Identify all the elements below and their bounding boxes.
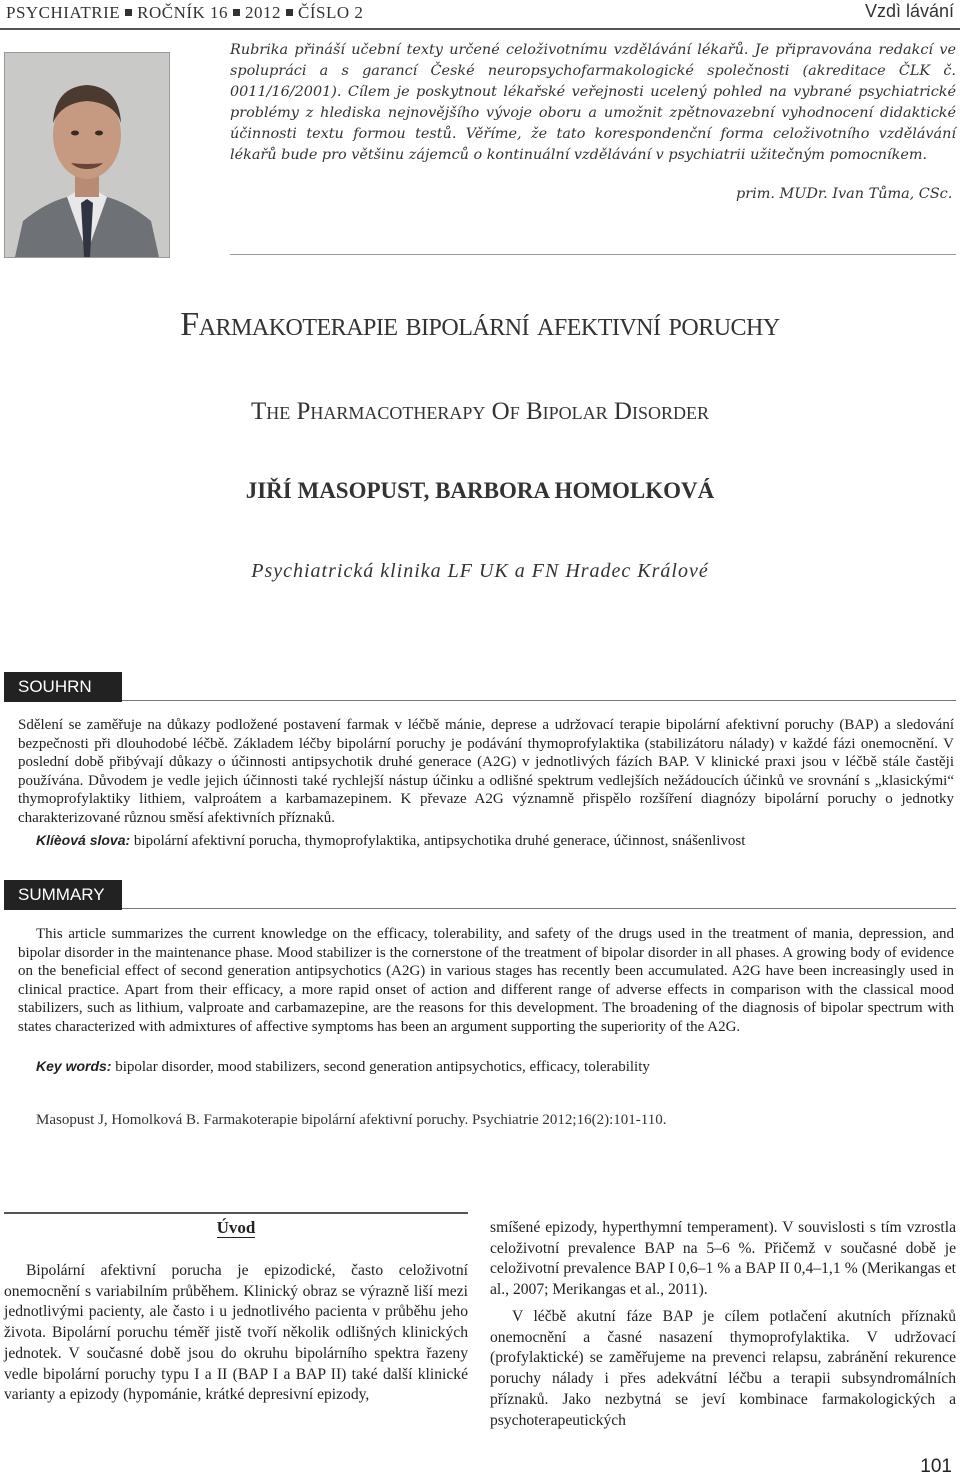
- intro-heading: [4, 1218, 468, 1238]
- souhrn-divider: [122, 700, 956, 701]
- article-citation: Masopust J, Homolková B. Farmakoterapie bipolární afektivní poruchy. Psychiatrie 2012;16(2):101-110.: [36, 1112, 667, 1128]
- souhrn-keywords-list: bipolární afektivní porucha, thymoprofylaktika, antipsychotika druhé generace, účinnost, snášenlivost: [133, 833, 746, 849]
- column-divider: [4, 1212, 468, 1214]
- article-affiliation: Psychiatrická klinika LF UK a FN Hradec Králové: [251, 560, 709, 582]
- summary-divider: [122, 908, 956, 909]
- summary-label: SUMMARY: [4, 880, 122, 910]
- editorial-divider: [230, 254, 956, 255]
- summary-text: This article summarizes the current knowledge on the efficacy, tolerability, and safety of the drugs used in the treatment of mania, depression, and bipolar disorder in the maintenance phase. Mood stabilizer is the cornerstone of the treatment of bipolar disorder in all phases. A growing body of evidence on the beneficial effect of second generation antipsychotics (A2G) in various stages has recently been accumulated. A2G have been increasingly used in clinical practice. Apart from their efficacy, a more rapid onset of action and different range of adverse effects in comparison with the classical mood stabilizers, such as lithium, valproate and carbamazepine, are the reasons for this development. The broadening of the diagnosis of bipolar spectrum with states characterized with admixtures of affective symptoms has been an argument supporting the superiority of the A2G.: [18, 926, 954, 1035]
- intro-heading-text: Úvod: [216, 1218, 256, 1237]
- souhrn-text: Sdělení se zaměřuje na důkazy podložené postavení farmak v léčbě mánie, deprese a udržovací terapie bipolární afektivní poruchy (BAP) a sledování bezpečnosti při dlouhodobé léčbě. Základem léčby bipolární poruchy je podávání thymoprofylaktika (stabilizátoru nálady) v každé fázi onemocnění. V poslední době přibývají důkazy o účinnosti antipsychotik druhé generace (A2G) v jednotlivých fázích BAP. V klinické praxi jsou v léčbě stále častěji používána. Důvodem je vedle jejich účinnosti také rychlejší nástup účinku a odlišné spektrum vedlejších nežádoucích účinků ve srovnání s „klasickými“ thymoprofylaktiky lithiem, valproátem a karbamazepinem. K převaze A2G významně přispělo rozšíření diagnózy bipolární poruchy o jednotky charakterizované různou směsí afektivních příznaků.: [18, 717, 954, 826]
- summary-keywords-list: bipolar disorder, mood stabilizers, second generation antipsychotics, efficacy, tolerability: [115, 1059, 650, 1075]
- summary-keywords: [36, 1057, 954, 1076]
- editorial-text: Rubrika přináší učební texty určené celoživotnímu vzdělávání lékařů. Je připravována redakcí ve spolupráci a s garancí České neuropsychofarmakologické společnosti (akreditace ČLK č. 0011/16/2001). Cílem je poskytnout lékařské veřejnosti ucelený pohled na vybrané psychiatrické problémy z hlediska nejnovějšího vývoje oboru a umožnit zpětnovazební vyhodnocení didaktické účinnosti textu formou testů. Věříme, že tato korespondenční forma celoživotního vzdělávání lékařů bude pro většinu zájemců o kontinuální vzdělávání v psychiatrii užitečným pomocníkem.: [230, 42, 956, 163]
- summary-keywords-label: Key words:: [36, 1058, 112, 1074]
- issue: ČÍSLO 2: [298, 3, 364, 22]
- square-bullet-icon: [286, 9, 293, 16]
- souhrn-keywords-label: Klíèová slova:: [36, 832, 131, 848]
- portrait-illustration: [5, 53, 169, 257]
- body-paragraph-right-1: smíšené epizody, hyperthymní temperament). V souvislosti s tím vzrostla celoživotní prevalence BAP na 5–6 %. Přičemž v současné době je celoživotní prevalence BAP I 0,6–1 % a BAP II 0,4–1,1 % (Merikangas et al., 2007; Merikangas et al., 2011).: [490, 1219, 956, 1299]
- journal-header: [6, 3, 363, 23]
- year: 2012: [245, 3, 282, 22]
- volume: ROČNÍK 16: [137, 3, 229, 22]
- header-divider: [0, 28, 960, 30]
- running-header: [0, 0, 960, 30]
- journal-name: PSYCHIATRIE: [6, 3, 121, 22]
- article-authors: JIŘÍ MASOPUST, BARBORA HOMOLKOVÁ: [245, 478, 715, 503]
- page-number: 101: [920, 1456, 952, 1477]
- article-title: Farmakoterapie bipolární afektivní poruchy: [180, 306, 780, 343]
- article-subtitle: The Pharmacotherapy Of Bipolar Disorder: [251, 398, 709, 425]
- square-bullet-icon: [233, 9, 240, 16]
- body-paragraph-left: Bipolární afektivní porucha je epizodické, často celoživotní onemocnění s variabilním průběhem. Klinický obraz se výrazně liší mezi jednotlivými pacienty, ale často i u jednotlivého pacienta v průběhu jeho života. Bipolární poruchu téměř jistě tvoří několik odlišných klinických jednotek. V současné době jsou do okruhu bipolárního spektra řazeny vedle bipolární poruchy typu I a II (BAP I a BAP II) také další klinické varianty a epizody (hypománie, krátké depresivní epizody,: [4, 1262, 468, 1404]
- section-name: Vzdì lávání: [864, 1, 954, 21]
- body-paragraph-right-2: V léčbě akutní fáze BAP je cílem potlačení akutních příznaků onemocnění a časné nasazení thymoprofylaktika. V udržovací (profylaktické) se zaměřujeme na prevenci relapsu, zabránění rekurence poruchy nálady i přes adekvátní léčbu a terapii subsyndromálních příznaků. Jako nezbytná se jeví kombinace farmakologických a psychoterapeutických: [490, 1308, 956, 1429]
- souhrn-keywords: [36, 831, 954, 850]
- square-bullet-icon: [125, 9, 132, 16]
- souhrn-label: SOUHRN: [4, 672, 122, 702]
- editor-portrait: [4, 52, 170, 258]
- editorial-signature: prim. MUDr. Ivan Tůma, CSc.: [736, 186, 953, 202]
